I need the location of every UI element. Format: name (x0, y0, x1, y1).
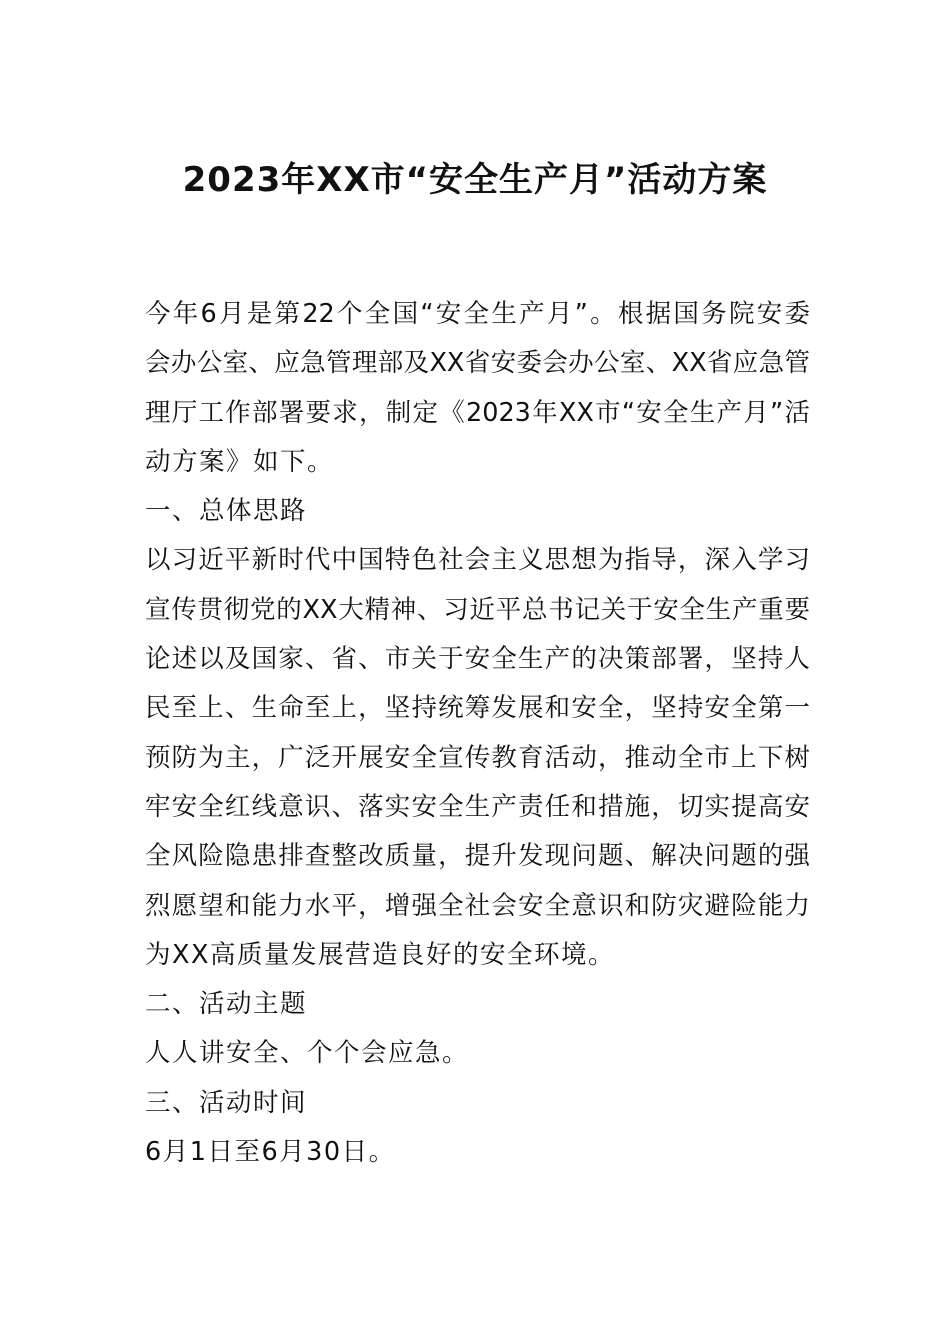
paragraph-line: 为XX高质量发展营造良好的安全环境。 (145, 939, 615, 970)
paragraph-line: 牢安全红线意识、落实安全生产责任和措施，切实提高安 (145, 791, 810, 822)
section-heading: 二、活动主题 (145, 989, 308, 1020)
intro-line: 今年6月是第22个全国“安全生产月”。根据国务院安委 (145, 299, 810, 329)
paragraph-line: 人人讲安全、个个会应急。 (145, 1038, 470, 1069)
paragraph-line: 宣传贯彻党的XX大精神、习近平总书记关于安全生产重要 (145, 594, 810, 625)
intro-line: 会办公室、应急管理部及XX省安委会办公室、XX省应急管 (145, 348, 810, 379)
section-heading: 三、活动时间 (145, 1087, 308, 1118)
intro-line: 动方案》如下。 (145, 446, 335, 477)
document-title: 2023年XX市“安全生产月”活动方案 (182, 160, 768, 200)
section-heading: 一、总体思路 (145, 496, 308, 527)
paragraph-line: 预防为主，广泛开展安全宣传教育活动，推动全市上下树 (145, 742, 810, 773)
paragraph-line: 6月1日至6月30日。 (145, 1137, 396, 1168)
paragraph-line: 以习近平新时代中国特色社会主义思想为指导，深入学习 (145, 545, 810, 576)
intro-line: 理厅工作部署要求，制定《2023年XX市“安全生产月”活 (145, 397, 810, 428)
document-body (145, 290, 810, 1177)
paragraph-line: 民至上、生命至上，坚持统筹发展和安全，坚持安全第一 (145, 693, 810, 724)
paragraph-line: 论述以及国家、省、市关于安全生产的决策部署，坚持人 (145, 644, 810, 675)
paragraph-line: 烈愿望和能力水平，增强全社会安全意识和防灾避险能力 (145, 890, 810, 921)
paragraph-line: 全风险隐患排查整改质量，提升发现问题、解决问题的强 (145, 841, 810, 872)
